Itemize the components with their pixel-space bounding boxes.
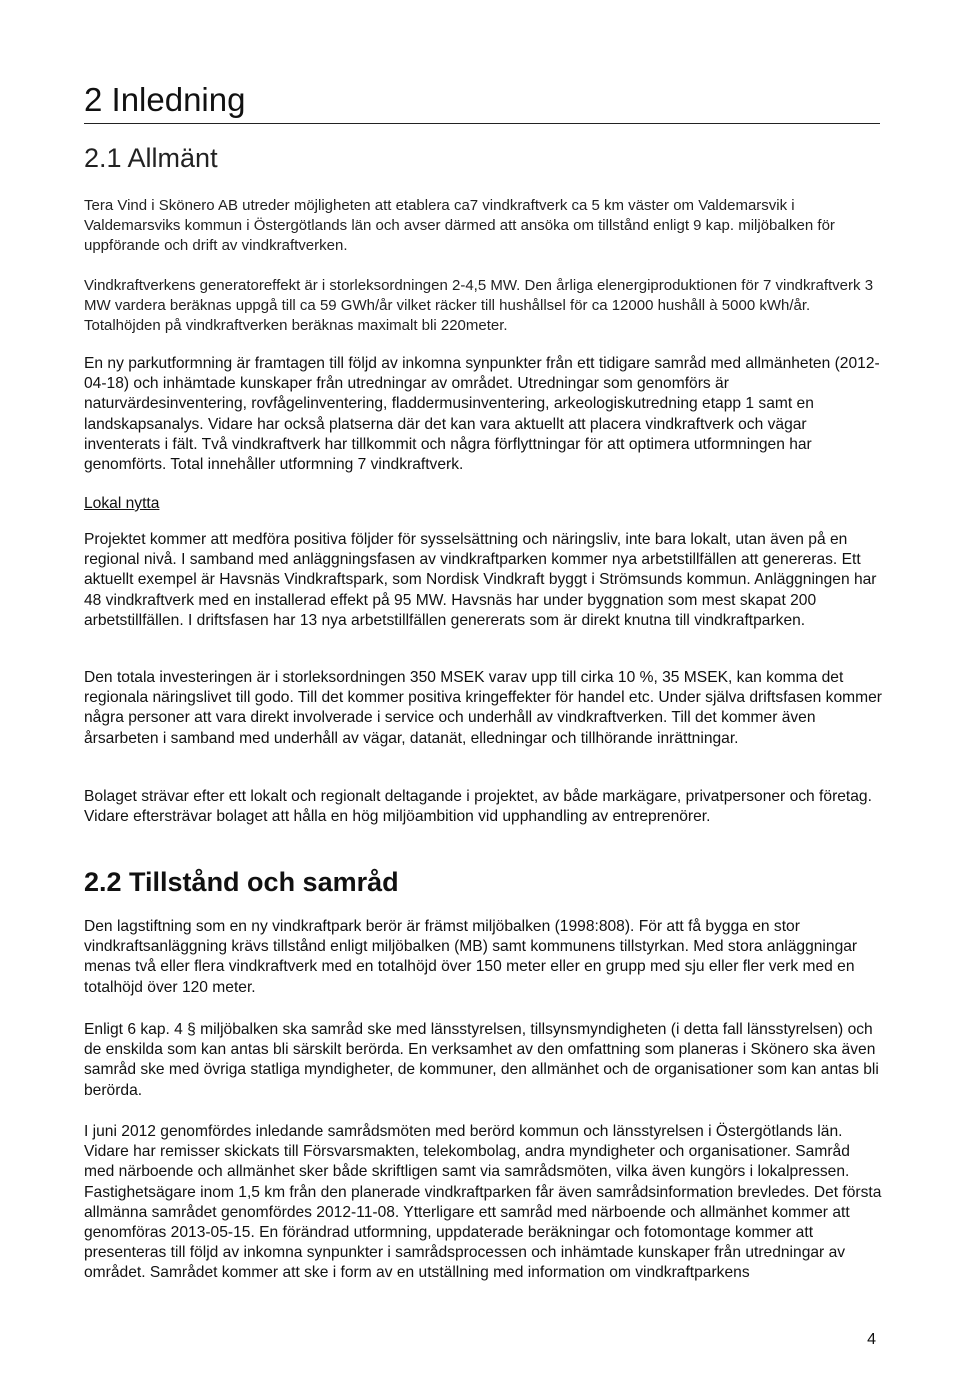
section-heading-tillstand: 2.2 Tillstånd och samråd (84, 867, 399, 897)
subheading-lokal-nytta: Lokal nytta (84, 495, 160, 512)
paragraph-investering: Den totala investeringen är i storleksordningen 350 MSEK varav upp till cirka 10 %, 35 MSEK, kan komma det regionala näringslivet till godo. Till det kommer positiva kringeffekter för handel etc. Under själva driftsfasen kommer några personer att vara direkt involverade i service och underhåll av vindkraftverken. Till det kommer även årsarbeten i samband med underhåll av vägar, datanät, elledningar och tillhörande inrättningar. (84, 669, 882, 747)
section-heading-allmant: 2.1 Allmänt (84, 143, 218, 173)
paragraph-parkutformning: En ny parkutformning är framtagen till följd av inkomna synpunkter från ett tidigare samråd med allmänheten (2012-04-18) och inhämtade kunskaper från utredningar av området. Utredningar som genomförs är naturvärdesinventering, rovfågelinventering, fladdermusinventering, arkeologiskutredning etapp 1 samt en landskapsanalys. Vidare har också platserna där det kan vara aktuellt att placera vindkraftverk och vägar inventerats i fält. Två vindkraftverk har tillkommit och några förflyttningar för att optimera utformningen har genomförts. Total innehåller utformning 7 vindkraftverk. (84, 355, 880, 474)
paragraph-generatoreffekt: Vindkraftverkens generatoreffekt är i storleksordningen 2-4,5 MW. Den årliga elenergiproduktionen för 7 vindkraftverk 3 MW vardera beräknas uppgå till ca 59 GWh/år vilket räcker till hushållsel för ca 12000 hushåll à 5000 kWh/år. Totalhöjden på vindkraftverken beräknas maximalt bli 220meter. (84, 277, 874, 334)
chapter-heading: 2 Inledning (84, 81, 246, 118)
paragraph-intro: Tera Vind i Skönero AB utreder möjligheten att etablera ca7 vindkraftverk ca 5 km väster om Valdemarsvik i Valdemarsviks kommun i Östergötlands län och avser därmed att ansöka om tillstånd enligt 9 kap. miljöbalken för uppförande och drift av vindkraftverken. (84, 197, 835, 254)
page-number: 4 (867, 1331, 876, 1348)
heading-divider (84, 123, 880, 124)
paragraph-projektet: Projektet kommer att medföra positiva följder för sysselsättning och näringsliv, inte bara lokalt, utan även på en regional nivå. I samband med anläggningsfasen av vindkraftparken kommer nya arbetstillfällen att genereras. Ett aktuellt exempel är Havsnäs Vindkraftspark, som Nordisk Vindkraft byggt i Strömsunds kommun. Anläggningen har 48 vindkraftverk med en installerad effekt på 95 MW. Havsnäs har under byggnation som mest skapat 200 arbetstillfällen. I driftsfasen har 13 nya arbetstillfällen genererats som är direkt knutna till vindkraftparken. (84, 531, 877, 629)
paragraph-enligt-6-kap: Enligt 6 kap. 4 § miljöbalken ska samråd ske med länsstyrelsen, tillsynsmyndigheten (i detta fall länsstyrelsen) och de enskilda som kan antas bli särskilt berörda. En verksamhet av den omfattning som planeras i Skönero ska även samråd ske med övriga statliga myndigheter, de kommuner, den allmänhet och de organisationer som kan antas bli berörda. (84, 1021, 879, 1099)
paragraph-lagstiftning: Den lagstiftning som en ny vindkraftpark berör är främst miljöbalken (1998:808). För att få bygga en stor vindkraftsanläggning krävs tillstånd enligt miljöbalken (MB) samt kommunens tillstyrkan. Med stora anläggningar menas två eller flera vindkraftverk med en totalhöjd över 150 meter eller en grupp med sju eller fler verk med en totalhöjd över 120 meter. (84, 918, 858, 996)
paragraph-bolaget: Bolaget strävar efter ett lokalt och regionalt deltagande i projektet, av både markägare, privatpersoner och företag. Vidare eftersträvar bolaget att hålla en hög miljöambition vid upphandling av entreprenörer. (84, 788, 872, 826)
paragraph-juni-2012: I juni 2012 genomfördes inledande samrådsmöten med berörd kommun och länsstyrelsen i Östergötlands län. Vidare har remisser skickats till Försvarsmakten, telekombolag, andra myndigheter och organisationer. Samråd med närboende och allmänhet sker både skriftligen samt via samrådsmöten, vilka även kungörs i lokalpressen. Fastighetsägare inom 1,5 km från den planerade vindkraftparken får även samrådsinformation brevledes. Det första allmänna samrådet genomfördes 2012-11-08. Ytterligare ett samråd med närboende och allmänhet kommer att genomföras 2013-05-15. En förändrad utformning, uppdaterade beräkningar och fotomontage kommer att presenteras till följd av inkomna synpunkter i samrådsprocessen och inhämtade kunskaper från utredningar av området. Samrådet kommer att ske i form av en utställning med information om vindkraftparkens (84, 1123, 882, 1282)
